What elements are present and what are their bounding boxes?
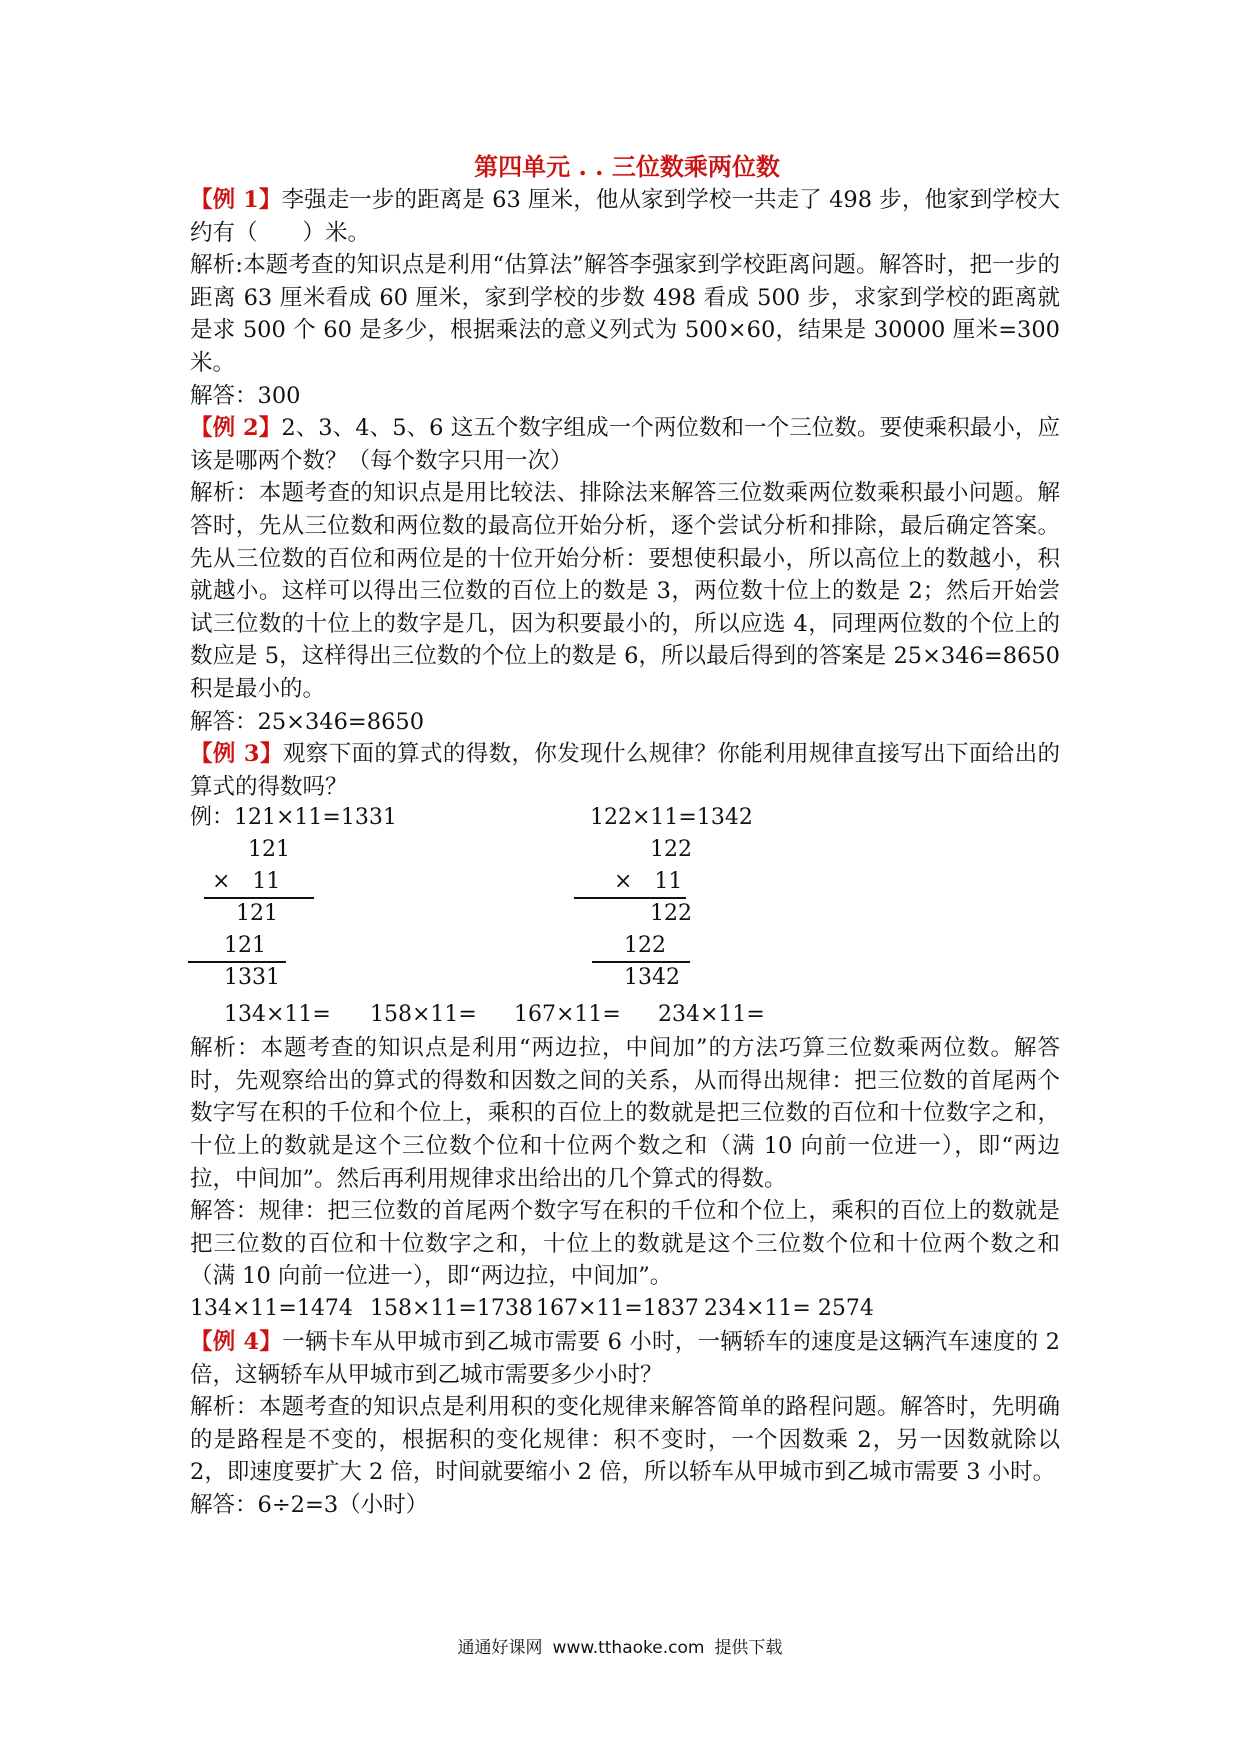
- practice-answer: 158×11=1738: [370, 1296, 533, 1322]
- practice-question: 158×11=: [370, 1002, 477, 1028]
- right-calc-multiplicand: 122: [650, 837, 692, 863]
- example-3-answer: 解答：规律：把三位数的首尾两个数字写在积的千位和个位上，乘积的百位上的数就是把三位数的百位和十位数字之和，十位上的数就是这个三位数个位和十位两个数之和（满 10 向前一位进一），即“两边拉，中间加”。: [190, 1198, 1060, 1290]
- left-calc-result: 1331: [224, 965, 280, 991]
- vertical-multiplication-area: [190, 803, 1060, 999]
- example-1-answer: 解答：300: [190, 382, 301, 409]
- example-3-question-text: 观察下面的算式的得数，你发现什么规律？你能利用规律直接写出下面给出的算式的得数吗？: [190, 741, 1060, 800]
- left-calc-partial-2: 121: [224, 933, 266, 959]
- footer-download-text: 提供下载: [714, 1638, 783, 1658]
- example-label-left: 例：121×11=1331: [190, 805, 397, 831]
- example-4-analysis: 解析：本题考查的知识点是利用积的变化规律来解答简单的路程问题。解答时，先明确的是路程是不变的，根据积的变化规律：积不变时，一个因数乘 2，另一因数就除以 2，即速度要扩大 2 倍，时间就要缩小 2 倍，所以轿车从甲城市到乙城市需要 3 小时。: [190, 1394, 1060, 1486]
- footer-url[interactable]: www.tthaoke.com: [552, 1638, 705, 1658]
- page-title: 第四单元 . . 三位数乘两位数: [474, 152, 780, 181]
- left-calc-multiplicand: 121: [248, 837, 290, 863]
- practice-question: 167×11=: [514, 1002, 621, 1028]
- right-calc-partial-1: 122: [650, 901, 692, 927]
- practice-question: 234×11=: [658, 1002, 765, 1028]
- example-3-analysis: 解析：本题考查的知识点是利用“两边拉，中间加”的方法巧算三位数乘两位数。解答时，先观察给出的算式的得数和因数之间的关系，从而得出规律：把三位数的首尾两个数字写在积的千位和个位上，乘积的百位上的数就是把三位数的百位和十位数字之和，十位上的数就是这个三位数个位和十位两个数之和（满 10 向前一位进一），即“两边拉，中间加”。然后再利用规律求出给出的几个算式的得数。: [190, 1035, 1060, 1192]
- example-1-question-text: 李强走一步的距离是 63 厘米，他从家到学校一共走了 498 步，他家到学校大约有（ ）米。: [190, 187, 1060, 246]
- right-calc-multiplier: × 11: [614, 869, 683, 895]
- right-calc-result: 1342: [624, 965, 680, 991]
- example-2-tag: 【例 2】: [190, 415, 282, 442]
- example-4-question: [190, 1326, 1060, 1391]
- left-calc-multiplier: × 11: [212, 869, 281, 895]
- left-calc-partial-1: 121: [236, 901, 278, 927]
- example-1-tag: 【例 1】: [190, 187, 282, 213]
- practice-answer: 167×11=1837: [536, 1296, 699, 1322]
- practice-question: 134×11=: [224, 1002, 331, 1028]
- practice-answer: 234×11= 2574: [704, 1296, 874, 1322]
- page-footer: [0, 1633, 1240, 1658]
- example-4-answer: 解答：6÷2=3（小时）: [190, 1492, 429, 1518]
- example-label-right: 122×11=1342: [590, 805, 753, 831]
- footer-site-name: 通通好课网: [457, 1638, 543, 1658]
- example-3-question: [190, 738, 1060, 803]
- example-1-question: [190, 184, 1060, 249]
- right-calc-partial-2: 122: [624, 933, 666, 959]
- practice-answer: 134×11=1474: [190, 1296, 353, 1322]
- example-2-analysis: 解析：本题考查的知识点是用比较法、排除法来解答三位数乘两位数乘积最小问题。解答时，先从三位数和两位数的最高位开始分析，逐个尝试分析和排除，最后确定答案。先从三位数的百位和两位是的十位开始分析：要想使积最小，所以高位上的数越小，积就越小。这样可以得出三位数的百位上的数是 3，两位数十位上的数是 2；然后开始尝试三位数的十位上的数字是几，因为积要最小的，所以应选 4，同理两位数的个位上的数应是 5，这样得出三位数的个位上的数是 6，所以最后得到的答案是 25×346=8650 积是最小的。: [190, 480, 1060, 702]
- example-4-question-text: 一辆卡车从甲城市到乙城市需要 6 小时，一辆轿车的速度是这辆汽车速度的 2 倍，这辆轿车从甲城市到乙城市需要多少小时？: [190, 1329, 1060, 1388]
- practice-answers-row: [190, 1293, 1060, 1326]
- example-3-tag: 【例 3】: [190, 741, 283, 768]
- example-4-tag: 【例 4】: [190, 1329, 283, 1356]
- practice-questions-row: [190, 999, 1060, 1032]
- example-2-answer: 解答：25×346=8650: [190, 708, 425, 735]
- document-content: [190, 150, 1060, 1522]
- example-1-analysis: 解析:本题考查的知识点是利用“估算法”解答李强家到学校距离问题。解答时，把一步的距离 63 厘米看成 60 厘米，家到学校的步数 498 看成 500 步，求家到学校的距离就是求 500 个 60 是多少，根据乘法的意义列式为 500×60，结果是 30000 厘米=300 米。: [190, 252, 1060, 376]
- example-2-question: [190, 412, 1060, 477]
- example-2-question-text: 2、3、4、5、6 这五个数字组成一个两位数和一个三位数。要使乘积最小，应该是哪两个数？（每个数字只用一次）: [190, 415, 1060, 474]
